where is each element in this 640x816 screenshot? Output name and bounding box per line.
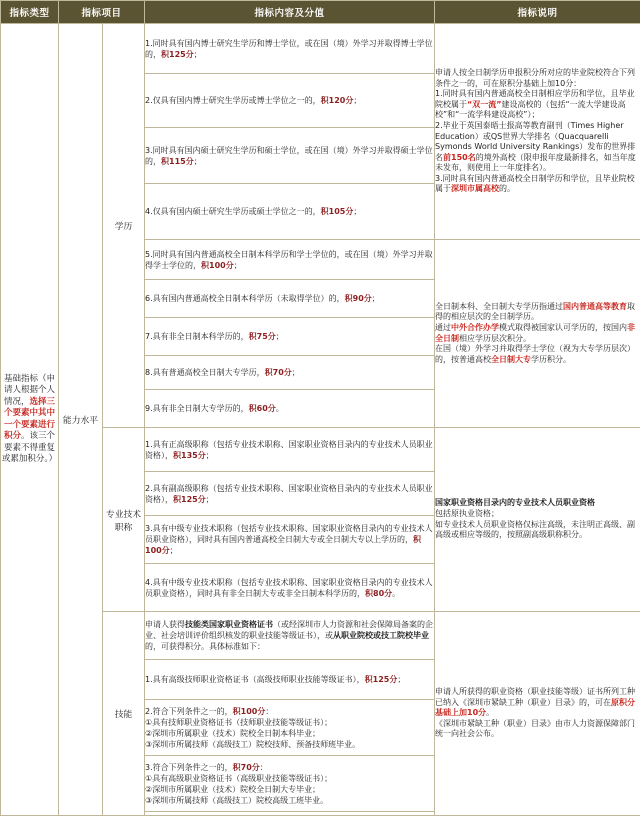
education-item-9: 9.具有非全日制大专学历的，积60分。 — [145, 390, 435, 428]
education-item-8: 8.具有普通高校全日制大专学历，积70分； — [145, 356, 435, 390]
header-content: 指标内容及分值 — [145, 1, 435, 24]
education-item-7: 7.具有非全日制本科学历的，积75分； — [145, 318, 435, 356]
education-note-1: 申请人按全日制学历申报积分所对应的毕业院校符合下列条件之一的，可在原积分基础上加10分： 1.同时具有国内普通高校全日制相应学历和学位，且毕业院校属于“双一流”建设高校的（包括“一流大学建设高校”和“一流学科建设高校”）； 2.毕业于英国泰晤士报高等教育副刊（Times Higher Education）或QS世界大学排名（Quacquarelli Symonds World University Rankings）发布的世界排名前150名的境外高校（限申报年度最新排名，如当年度未发布，则使用上一年度排名）。 3.同时具有国内普通高校全日制学历和学位，且毕业院校属于深圳市属高校的。 — [435, 24, 640, 240]
education-note-2: 全日制本科、全日制大专学历指通过国内普通高等教育取得的相应层次的全日制学历。 通过中外合作办学模式取得被国家认可学历的，按国内非全日制相应学历层次积分。 在国（境）外学习并取得学士学位（视为大专学历层次）的，按普通高校全日制大专学历积分。 — [435, 240, 640, 428]
skill-note: 申请人所获得的职业资格（职业技能等级）证书所列工种已纳入《深圳市紧缺工种（职业）目录》的，可在原积分基础上加10分。 《深圳市紧缺工种（职业）目录》由市人力资源保障部门统一向社会公布。 — [435, 612, 640, 816]
header-item: 指标项目 — [59, 1, 145, 24]
skill-item-2: 2.符合下列条件之一的，积100分： ①具有技师职业资格证书（技师职业技能等级证书）； ②深圳市所属职业（技术）院校全日制本科毕业； ③深圳市所属技师（高级技工）院校技师、预备技师班毕业。 — [145, 700, 435, 756]
category-cell: 基础指标（申请人根据个人情况，选择三个要素中其中一个要素进行积分。该三个要素不得重复或累加积分。） — [1, 24, 59, 816]
header-category: 指标类型 — [1, 1, 59, 24]
ability-cell: 能力水平 — [59, 24, 103, 816]
education-item-6: 6.具有国内普通高校全日制本科学历（未取得学位）的，积90分； — [145, 280, 435, 318]
title-label: 专业技术职称 — [103, 428, 145, 612]
education-item-1: 1.同时具有国内博士研究生学历和博士学位，或在国（境）外学习并取得博士学位的，积125分； — [145, 24, 435, 74]
education-item-5: 5.同时具有国内普通高校全日制本科学历和学士学位的，或在国（境）外学习并取得学士学位的，积100分； — [145, 240, 435, 280]
title-item-2: 2.具有副高级职称（包括专业技术职称、国家职业资格目录内的专业技术人员职业资格），积125分； — [145, 472, 435, 516]
title-note: 国家职业资格目录内的专业技术人员职业资格 包括原执业资格； 如专业技术人员职业资格仅标注高级，未注明正高级、副高级或相应等级的，按照副高级职称积分。 — [435, 428, 640, 612]
header-explain: 指标说明 — [435, 1, 640, 24]
skill-label: 技能 — [103, 612, 145, 816]
skill-item-3: 3.符合下列条件之一的，积70分： ①具有高级职业资格证书（高级职业技能等级证书）； ②深圳市所属职业（技术）院校全日制大专毕业； ③深圳市所属技师（高级技工）院校高级工班毕业。 — [145, 756, 435, 812]
education-item-4: 4.仅具有国内硕士研究生学历或硕士学位之一的，积105分； — [145, 184, 435, 240]
title-item-4: 4.具有中级专业技术职称（包括专业技术职称、国家职业资格目录内的专业技术人员职业资格），同时具有非全日制大专或非全日制本科学历的，积80分。 — [145, 564, 435, 612]
title-item-3: 3.具有中级专业技术职称（包括专业技术职称、国家职业资格目录内的专业技术人员职业资格），同时具有国内普通高校全日制大专或全日制大专以上学历的，积100分； — [145, 516, 435, 564]
header-row — [1, 1, 640, 24]
title-item-1: 1.具有正高级职称（包括专业技术职称、国家职业资格目录内的专业技术人员职业资格），积135分； — [145, 428, 435, 472]
table-row — [1, 24, 640, 74]
skill-item-1: 1.具有高级技师职业资格证书（高级技师职业技能等级证书），积125分； — [145, 660, 435, 700]
education-label: 学历 — [103, 24, 145, 428]
education-item-2: 2.仅具有国内博士研究生学历或博士学位之一的，积120分； — [145, 74, 435, 128]
skill-intro: 申请人获得技能类国家职业资格证书（或经深圳市人力资源和社会保障局备案的企业、社会培训评价组织核发的职业技能等级证书），或从职业院校或技工院校毕业的，可获得积分。具体标准如下： — [145, 612, 435, 660]
education-item-3: 3.同时具有国内硕士研究生学历和硕士学位，或在国（境）外学习并取得硕士学位的，积115分； — [145, 128, 435, 184]
